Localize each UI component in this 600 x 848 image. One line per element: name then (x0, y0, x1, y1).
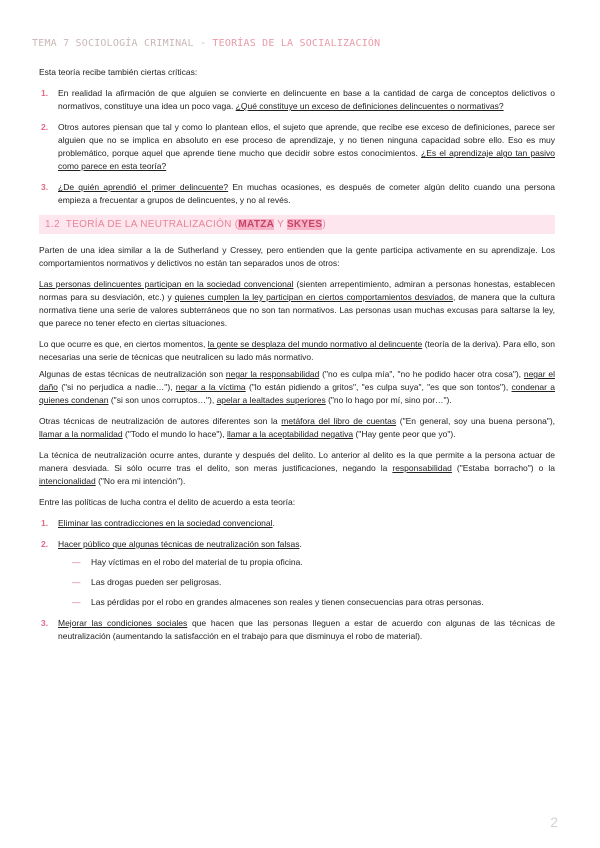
text-run: ("En general, soy una buena persona"), (396, 416, 556, 426)
underlined-phrase: apelar a lealtades superiores (216, 395, 326, 405)
underlined-phrase: Hacer público que algunas técnicas de neutralización son falsas (58, 539, 300, 549)
author-matza: MATZA (238, 219, 275, 230)
underlined-question: ¿De quién aprendió el primer delincuente? (58, 182, 229, 192)
paragraph (39, 278, 555, 330)
paragraph (39, 415, 555, 441)
critiques-list (39, 87, 555, 207)
text-run: (sienten arrepentimiento, admiran a personas honestas, establecen normas para su desviación, etc.) y (39, 279, 555, 302)
list-number: 1. (41, 88, 49, 98)
underlined-phrase: Las personas delincuentes participan en la sociedad convencional (39, 279, 294, 289)
text-run: ("si no perjudica a nadie…"), (57, 382, 176, 392)
text-run: . (272, 518, 275, 528)
text-run: ("Hay gente peor que yo"). (353, 429, 456, 439)
underlined-phrase: Mejorar las condiciones sociales (58, 618, 188, 628)
text-run: Lo que ocurre es que, en ciertos momentos, (39, 339, 208, 349)
sub-list (58, 556, 555, 609)
paragraph (39, 368, 555, 407)
paragraph: Entre las políticas de lucha contra el delito de acuerdo a esta teoría: (39, 497, 296, 507)
text-run: ("si son unos corruptos…"), (108, 395, 217, 405)
list-item (39, 87, 555, 113)
sub-list-item (58, 596, 555, 609)
underlined-phrase: Eliminar las contradicciones en la sociedad convencional (58, 518, 273, 528)
list-number: 3. (41, 618, 49, 628)
section-close: ) (322, 219, 326, 230)
sub-item-text: Las drogas pueden ser peligrosas. (91, 577, 222, 587)
underlined-question: ¿Es el aprendizaje algo tan pasivo como parece en esta teoría? (58, 148, 555, 171)
text-run: Otras técnicas de neutralización de autores diferentes son la (39, 416, 282, 426)
text-run: ("no lo hago por mí, sino por…"). (325, 395, 452, 405)
underlined-phrase: llamar a la normalidad (39, 429, 123, 439)
page-number: 2 (550, 814, 558, 830)
list-item (39, 181, 555, 207)
text-run: ("No era mi intención"). (95, 476, 186, 486)
underlined-phrase: negar el daño (39, 369, 555, 392)
intro-paragraph: Esta teoría recibe también ciertas críticas: (39, 67, 198, 77)
sub-item-text: Hay víctimas en el robo del material de tu propia oficina. (91, 557, 303, 567)
list-item (39, 517, 555, 530)
list-number: 2. (41, 539, 49, 549)
underlined-phrase: negar a la víctima (175, 382, 246, 392)
text-run: ("no es culpa mía", "no he podido hacer otra cosa"), (319, 369, 524, 379)
text-run: ("Estaba borracho") o la (451, 463, 555, 473)
paragraph: Parten de una idea similar a la de Sutherland y Cressey, pero entienden que la gente participa activamente en su aprendizaje. Los comportamientos normativos y delictivos no están tan separados unos de otros: (39, 245, 555, 268)
underlined-phrase: metáfora del libro de cuentas (281, 416, 397, 426)
list-item (39, 121, 555, 173)
text-run: . (299, 539, 302, 549)
sub-item-text: Las pérdidas por el robo en grandes almacenes son reales y tienen consecuencias para otras personas. (91, 597, 484, 607)
text-run: La técnica de neutralización ocurre antes, durante y después del delito. Lo anterior al delito es la que permite a la persona actuar de manera desviada. Si sólo ocurre tras el delito, son meras justificaciones, negando la (39, 450, 555, 473)
underlined-phrase: intencionalidad (39, 476, 96, 486)
list-text: Otros autores piensan que tal y como lo plantean ellos, el sujeto que aprende, que recibe ese exceso de definiciones, parece ser alguien que no se implica en absoluto en ese proceso de aprendizaje, y no tienen ninguna capacidad sobre ello. Eso es muy problemático, porque aquel que aprende tiene mucho que decidir sobre estos conocimientos. (58, 122, 555, 158)
underlined-phrase: quienes cumplen la ley participan en ciertos comportamientos desviados (174, 292, 453, 302)
dash-bullet: — (72, 597, 81, 607)
paragraph (39, 338, 555, 364)
underlined-question: ¿Qué constituye un exceso de definiciones delincuentes o normativas? (235, 101, 504, 111)
text-run: ("Todo el mundo lo hace"), (122, 429, 227, 439)
text-run: que hacen que las personas lleguen a estar de acuerdo con algunas de las técnicas de neutralización (aumentando la satisfacción en el trabajo para que disminuya el robo de material). (58, 618, 555, 641)
list-number: 2. (41, 122, 49, 132)
text-run: Algunas de estas técnicas de neutralización son (39, 369, 226, 379)
list-number: 1. (41, 518, 49, 528)
list-number: 3. (41, 182, 49, 192)
dash-bullet: — (72, 557, 81, 567)
paragraph (39, 449, 555, 488)
sub-list-item (58, 576, 555, 589)
text-run: (teoría de la deriva). Para ello, son necesarias una serie de técnicas que neutralicen su lado más normativo. (39, 339, 556, 362)
list-text: En muchas ocasiones, es después de cometer algún delito cuando una persona empieza a frecuentar a grupos de delincuentes, y no al revés. (58, 182, 555, 205)
page-header (32, 38, 572, 49)
section-heading (39, 215, 555, 234)
text-run: ("lo están pidiendo a gritos", "es culpa suya", "es que son tontos"), (245, 382, 512, 392)
author-skyes: SKYES (286, 219, 323, 230)
section-number: 1.2 (45, 219, 60, 230)
underlined-phrase: condenar a quienes condenan (39, 382, 555, 405)
section-and: Y (274, 219, 287, 230)
header-title: TEMA 7 SOCIOLOGÍA CRIMINAL - (32, 38, 213, 49)
text-run: , de manera que la cultura normativa tiene una serie de valores subterráneos que no son tan normativos. Las personas usan muchas excusas para saltarse la ley, que parece no tener efecto en ciertas situaciones. (39, 292, 555, 328)
underlined-phrase: la gente se desplaza del mundo normativo al delincuente (207, 339, 423, 349)
section-title: TEORÍA DE LA NEUTRALIZACIÓN ( (65, 219, 239, 230)
policies-list (39, 517, 555, 643)
sub-list-item (58, 556, 555, 569)
page-content (39, 66, 555, 651)
underlined-phrase: llamar a la aceptabilidad negativa (226, 429, 354, 439)
list-item (39, 538, 555, 609)
header-subtitle: TEORÍAS DE LA SOCIALIZACIÓN (212, 38, 381, 49)
list-text: En realidad la afirmación de que alguien se convierte en delincuente en base a la cantidad de carga de conceptos delictivos o normativos, constituye una idea un poco vaga. (58, 88, 555, 111)
dash-bullet: — (72, 577, 81, 587)
underlined-phrase: negar la responsabilidad (225, 369, 320, 379)
underlined-phrase: responsabilidad (392, 463, 452, 473)
list-item (39, 617, 555, 643)
